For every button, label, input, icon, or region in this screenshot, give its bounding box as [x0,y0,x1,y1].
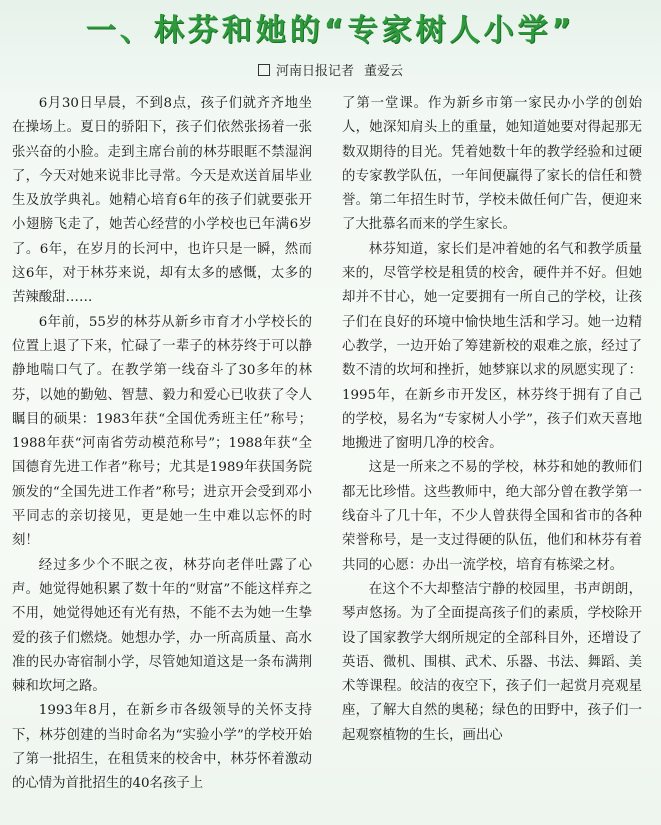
article-title: 一、林芬和她的“专家树人小学” [85,13,576,48]
paragraph: 林芬知道，家长们是冲着她的名气和教学质量来的，尽管学校是租赁的校舍，硬件并不好。但她却并不甘心，她一定要拥有一所自己的学校，让孩子们在良好的环境中愉快地生活和学习。她一边精心教学，一边开始了筹建新校的艰难之旅，经过了数不清的坎坷和挫折，她梦寐以求的夙愿实现了：1995年，在新乡市开发区，林芬终于拥有了自己的学校，易名为“专家树人小学”，孩子们欢天喜地地搬进了窗明几净的校舍。 [342,241,642,452]
paragraph: 6年前，55岁的林芬从新乡市育才小学校长的位置上退了下来，忙碌了一辈子的林芬终于可以静静地喘口气了。在教学第一线奋斗了30多年的林芬，以她的勤勉、智慧、毅力和爱心已收获了令人瞩目的硕果：1983年获“全国优秀班主任”称号；1988年获“河南省劳动模范称号”；1988年获“全国德育先进工作者”称号；尤其是1989年获国务院颁发的“全国先进工作者”称号；进京开会受到邓小平同志的亲切接见，更是她一生中难以忘怀的时刻！ [12,314,312,549]
paragraph-continuation: 了第一堂课。作为新乡市第一家民办小学的创始人，她深知肩头上的重量，她知道她要对得起那无数双期待的目光。凭着她数十年的教学经验和过硬的专家教学队伍，一年间便赢得了家长的信任和赞誉。第二年招生时节，学校未做任何广告，便迎来了大批慕名而来的学生家长。 [342,96,642,233]
paragraph: 1993年8月，在新乡市各级领导的关怀支持下，林芬创建的当时命名为“实验小学”的学校开始了第一批招生，在租赁来的校舍中，林芬怀着激动的心情为首批招生的40名孩子上 [12,703,312,792]
byline-author: 董爱云 [364,64,404,79]
right-column [342,92,642,822]
paragraph: 在这个不大却整洁宁静的校园里，书声朗朗，琴声悠扬。为了全面提高孩子们的素质，学校除开设了国家教学大纲所规定的全部科目外，还增设了英语、微机、围棋、武术、乐器、书法、舞蹈、美术等课程。皎洁的夜空下，孩子们一起赏月亮观星座，了解大自然的奥秘；绿色的田野中，孩子们一起观察植物的生长，画出心 [342,581,642,743]
byline-source: 河南日报记者 [275,64,354,79]
square-bullet-icon [258,64,270,76]
byline [0,62,661,82]
paragraph: 这是一所来之不易的学校，林芬和她的教师们都无比珍惜。这些教师中，绝大部分曾在教学第一线奋斗了几十年，不少人曾获得全国和省市的各种荣誉称号，是一支过得硬的队伍，他们和林芬有着共同的心愿：办出一流学校，培育有栋梁之材。 [342,460,642,573]
left-column [12,92,312,822]
paragraph: 经过多少个不眠之夜，林芬向老伴吐露了心声。她觉得她积累了数十年的“财富”不能这样弃之不用，她觉得她还有光有热，不能不去为她一生挚爱的孩子们燃烧。她想办学，办一所高质量、高水准的民办寄宿制小学，尽管她知道这是一条布满荆棘和坎坷之路。 [12,557,312,695]
paragraph: 6月30日早晨，不到8点，孩子们就齐齐地坐在操场上。夏日的骄阳下，孩子们依然张扬着一张张兴奋的小脸。走到主席台前的林芬眼眶不禁湿润了，今天对她来说非比寻常。今天是欢送首届毕业生及放学典礼。她精心培育6年的孩子们就要张开小翅膀飞走了，她苦心经营的小学校也已年满6岁了。6年，在岁月的长河中，也许只是一瞬，然而这6年，对于林芬来说，却有太多的感慨，太多的苦辣酸甜…… [12,96,312,306]
